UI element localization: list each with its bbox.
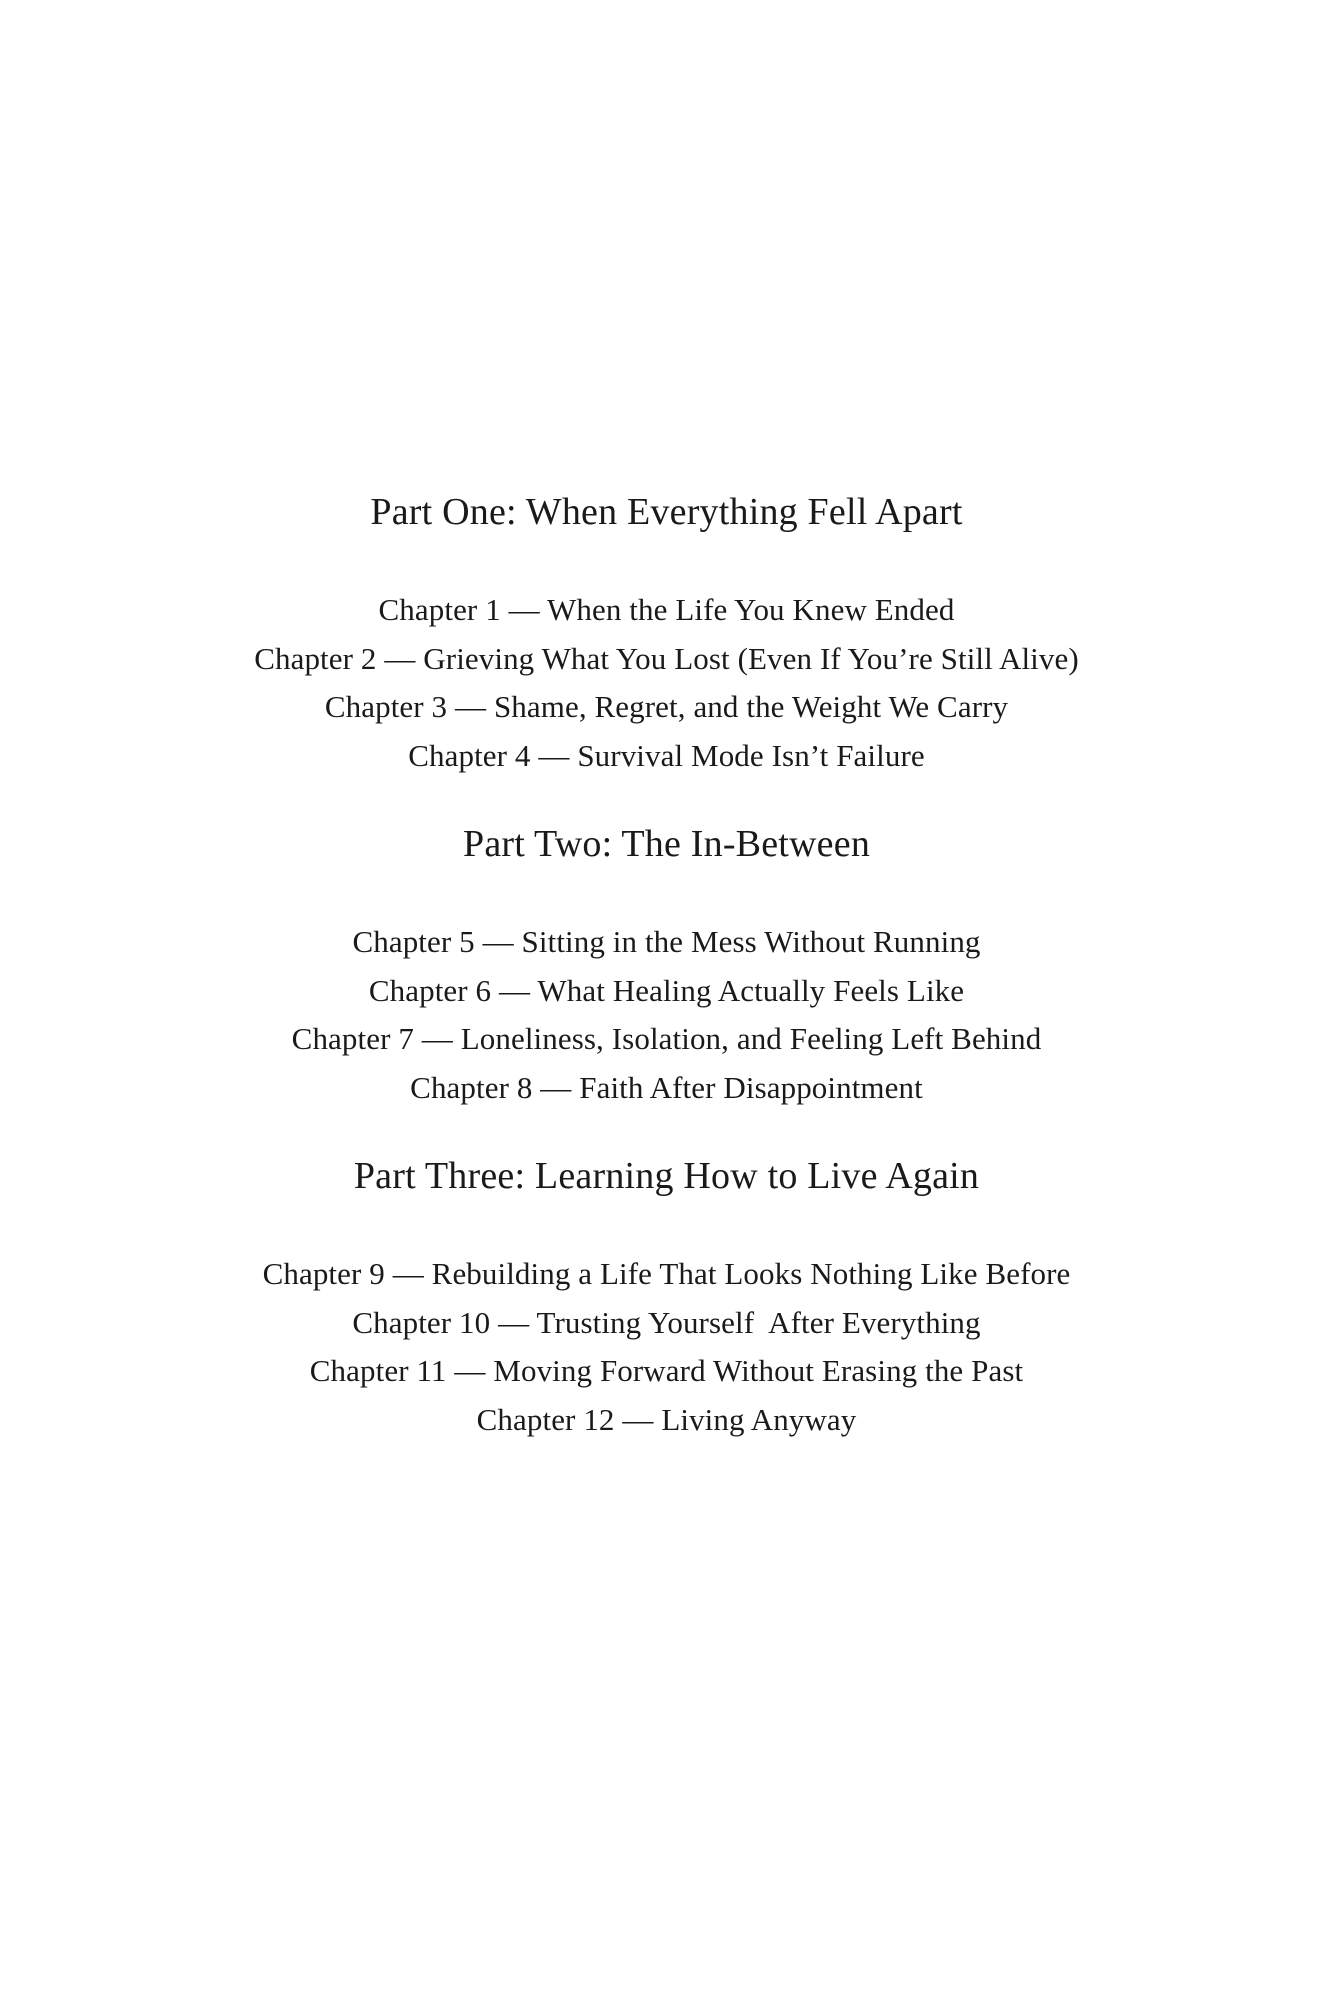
part-three [0,1152,1333,1444]
chapter-list [0,586,1333,780]
chapter-entry: Chapter 5 — Sitting in the Mess Without Running [352,924,981,959]
chapter-list [0,918,1333,1112]
chapter-entry: Chapter 8 — Faith After Disappointment [410,1069,923,1105]
chapter-entry: Chapter 4 — Survival Mode Isn’t Failure [408,737,925,773]
part-one [0,488,1333,780]
chapter-entry: Chapter 9 — Rebuilding a Life That Looks Nothing Like Before [262,1256,1071,1291]
part-title: Part Two: The In-Between [462,823,871,865]
chapter-entry: Chapter 7 — Loneliness, Isolation, and Feeling Left Behind [291,1021,1042,1056]
chapter-entry: Chapter 2 — Grieving What You Lost (Even If You’re Still Alive) [254,640,1079,676]
chapter-entry: Chapter 6 — What Healing Actually Feels Like [368,972,965,1008]
part-title: Part One: When Everything Fell Apart [370,491,963,533]
chapter-list [0,1250,1333,1444]
chapter-entry: Chapter 3 — Shame, Regret, and the Weight We Carry [324,689,1009,724]
chapter-entry: Chapter 11 — Moving Forward Without Erasing the Past [309,1353,1024,1388]
table-of-contents [0,488,1333,1444]
chapter-entry: Chapter 1 — When the Life You Knew Ended [378,592,955,627]
chapter-entry: Chapter 12 — Living Anyway [476,1401,857,1437]
part-title: Part Three: Learning How to Live Again [353,1155,980,1197]
chapter-entry: Chapter 10 — Trusting Yourself After Everything [352,1304,981,1340]
part-two [0,820,1333,1112]
